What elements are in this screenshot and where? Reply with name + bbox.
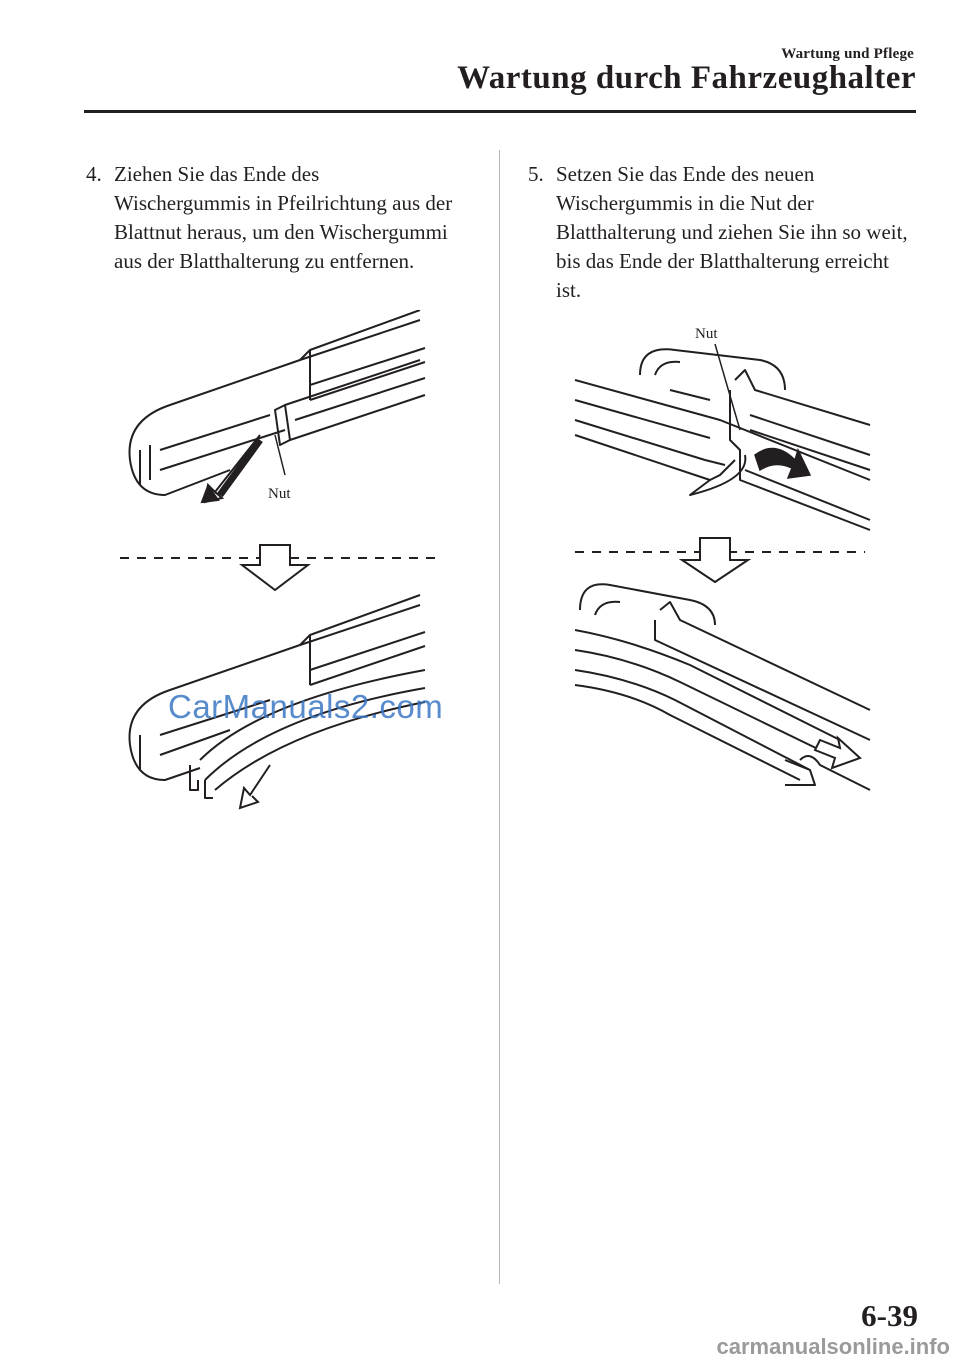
figure-remove-rubber [110, 310, 450, 820]
page-title: Wartung durch Fahrzeughalter [457, 60, 916, 96]
step-5-number: 5. [528, 162, 544, 186]
figure-insert-rubber [570, 320, 880, 840]
step-5-first-line: Setzen Sie das Ende des neuen [556, 162, 815, 186]
step-4-rest: Wischergummis in Pfeilrichtung aus der Blattnut heraus, um den Wischergummi aus der Blatthalterung zu entfernen. [114, 191, 453, 273]
column-divider [499, 150, 500, 1284]
header-rule [84, 110, 916, 113]
section-subtitle: Wartung und Pflege [781, 46, 914, 62]
step-4-text [86, 160, 466, 276]
footer-watermark: carmanualsonline.info [716, 1334, 950, 1359]
step-4-first-line: Ziehen Sie das Ende des [114, 162, 320, 186]
step-5-text [528, 160, 908, 305]
figure-label-groove-right: Nut [695, 326, 718, 342]
page-number: 6-39 [861, 1298, 918, 1333]
step-5-rest: Wischergummis in die Nut der Blatthalterung und ziehen Sie ihn so weit, bis das Ende der Blatthalterung erreicht ist. [556, 191, 908, 302]
step-4-number: 4. [86, 162, 102, 186]
figure-label-groove-left: Nut [268, 486, 291, 502]
watermark-text: CarManuals2.com [168, 688, 444, 725]
